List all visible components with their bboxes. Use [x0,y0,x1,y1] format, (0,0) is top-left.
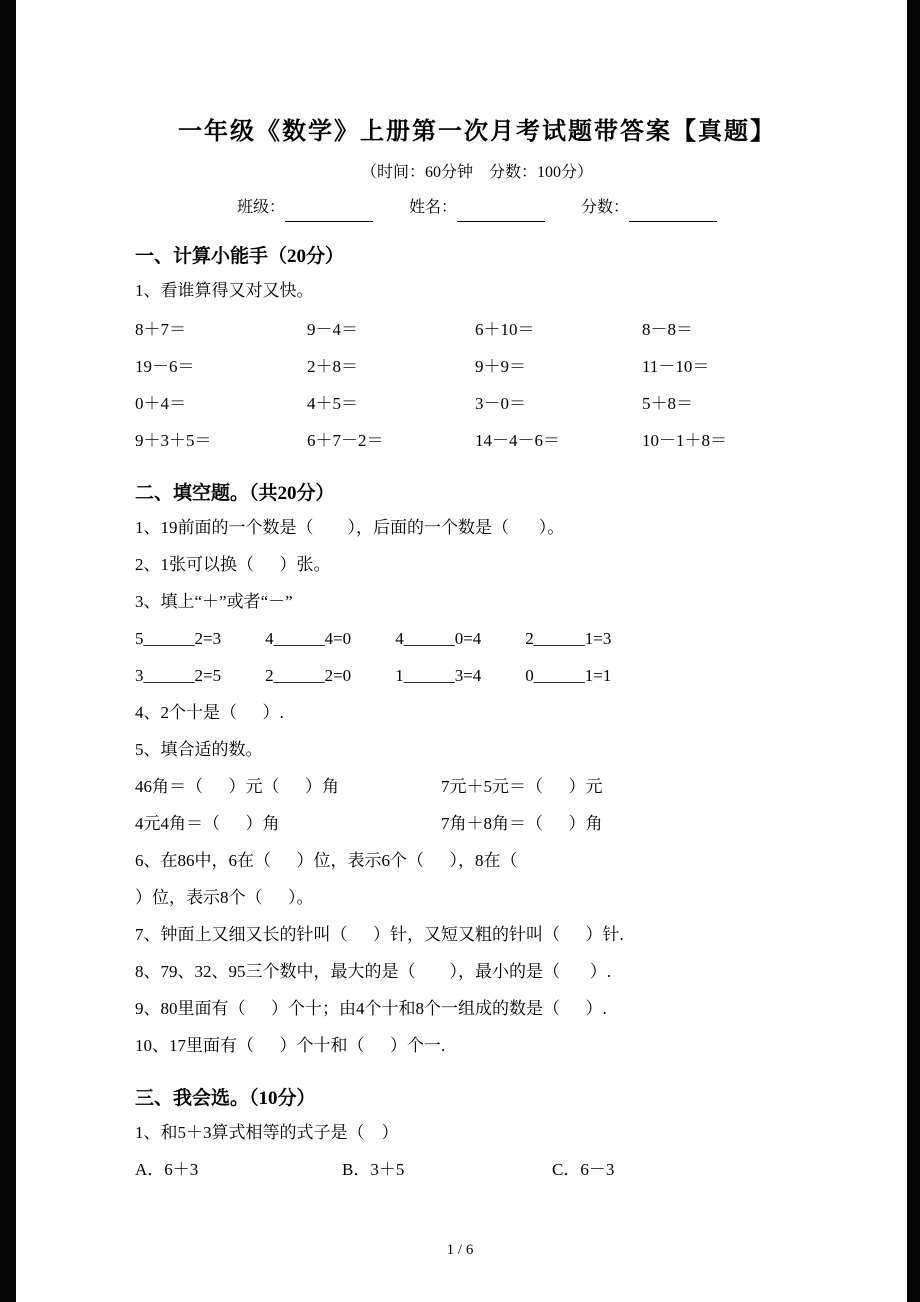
calc-problem: 9＋9＝ [475,357,526,376]
calc-problem: 3－0＝ [475,394,526,413]
money-item: 46角＝（ ）元（ ）角 [135,777,339,796]
calc-problem: 5＋8＝ [642,394,693,413]
score-field [581,194,717,222]
fill-sign-item: 2______1=3 [525,629,612,648]
calc-problems-grid [135,311,819,459]
fill-sign-item: 4______0=4 [395,629,482,648]
s2-item-1: 1、19前面的一个数是（ ），后面的一个数是（ ）。 [135,518,565,537]
s2-item-6-line-2: ）位，表示8个（ ）。 [135,888,314,907]
money-item: 7元＋5元＝（ ）元 [441,777,603,796]
calc-problem: 8－8＝ [642,320,693,339]
calc-problem: 6＋7－2＝ [307,431,384,450]
calc-problem: 11－10＝ [642,357,710,376]
option-c: C．6－3 [552,1160,615,1179]
fill-sign-row-1 [135,620,819,657]
s2-item-6-line-1: 6、在86中，6在（ ）位，表示6个（ ），8在（ [135,851,518,870]
score-label: 分数： [581,199,630,216]
calc-problem: 4＋5＝ [307,394,358,413]
s3-question-1: 1、和5＋3算式相等的式子是（ ） [135,1123,399,1142]
scan-edge-right [907,0,920,1302]
section1-heading: 一、计算小能手（20分） [135,246,345,267]
choice-options-row [135,1151,819,1188]
calc-problem: 6＋10＝ [475,320,535,339]
s2-item-3: 3、填上“＋”或者“－” [135,592,293,611]
s2-item-2: 2、1张可以换（ ）张。 [135,555,331,574]
class-label: 班级： [236,199,285,216]
calc-problem: 0＋4＝ [135,394,186,413]
score-blank [629,201,717,222]
fill-sign-item: 1______3=4 [395,666,482,685]
fill-sign-item: 4______4=0 [265,629,352,648]
name-label: 姓名： [408,199,457,216]
calc-problem: 14－4－6＝ [475,431,560,450]
page-title: 一年级《数学》上册第一次月考试题带答案【真题】 [178,119,776,145]
name-blank [457,201,545,222]
s2-item-7: 7、钟面上又细又长的针叫（ ）针，又短又粗的针叫（ ）针. [135,925,624,944]
section3-heading: 三、我会选。（10分） [135,1088,316,1109]
page-number: 1 / 6 [446,1242,474,1258]
section2-heading: 二、填空题。（共20分） [135,483,335,504]
exam-content [135,116,819,1188]
calc-problem: 9＋3＋5＝ [135,431,212,450]
calc-problem: 2＋8＝ [307,357,358,376]
class-blank [285,201,373,222]
calc-problem: 10－1＋8＝ [642,431,727,450]
s2-item-4: 4、2个十是（ ）. [135,703,284,722]
fill-sign-item: 0______1=1 [525,666,612,685]
name-field [409,194,545,222]
money-row-2 [135,805,819,842]
section1-intro: 1、看谁算得又对又快。 [135,281,314,300]
fill-sign-item: 2______2=0 [265,666,352,685]
class-field [237,194,373,222]
scan-edge-left [0,0,16,1302]
option-a: A．6＋3 [135,1160,199,1179]
s2-item-10: 10、17里面有（ ）个十和（ ）个一. [135,1036,446,1055]
fill-sign-item: 5______2=3 [135,629,222,648]
s2-item-8: 8、79、32、95三个数中，最大的是（ ），最小的是（ ）. [135,962,611,981]
calc-problem: 9－4＝ [307,320,358,339]
calc-problem: 19－6＝ [135,357,195,376]
money-row-1 [135,768,819,805]
fill-sign-row-2 [135,657,819,694]
s2-item-9: 9、80里面有（ ）个十；由4个十和8个一组成的数是（ ）. [135,999,607,1018]
exam-time-score: （时间：60分钟 分数：100分） [360,164,593,181]
student-info-line [135,194,819,222]
option-b: B．3＋5 [342,1160,405,1179]
calc-problem: 8＋7＝ [135,320,186,339]
money-item: 4元4角＝（ ）角 [135,814,280,833]
money-item: 7角＋8角＝（ ）角 [441,814,603,833]
fill-sign-item: 3______2=5 [135,666,222,685]
s2-item-5: 5、填合适的数。 [135,740,263,759]
